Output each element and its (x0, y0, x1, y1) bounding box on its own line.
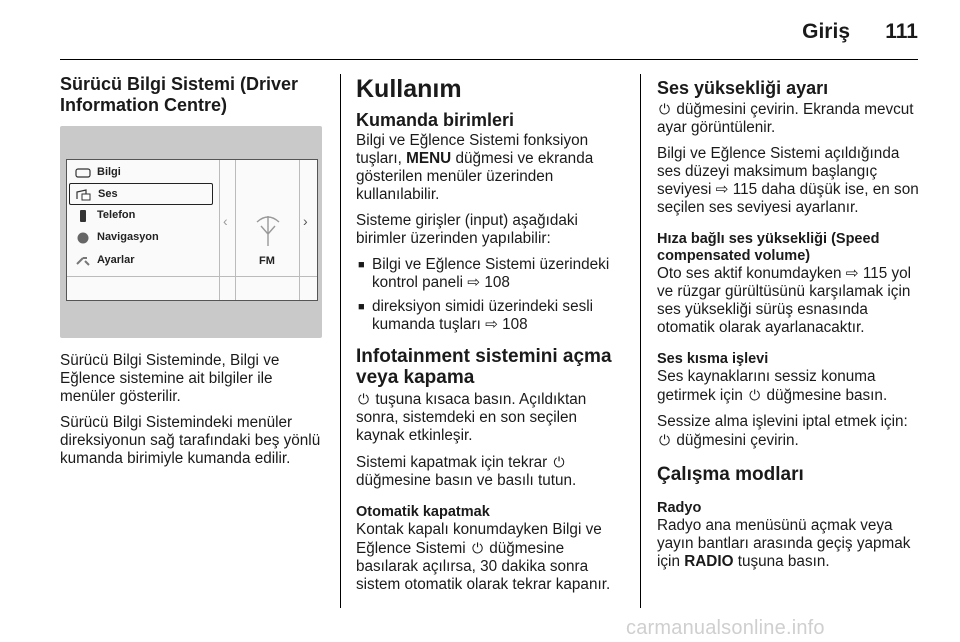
power-icon: ⏻ (659, 101, 671, 117)
globe-icon (75, 231, 91, 243)
speed-volume-heading: Hıza bağlı ses yüksekliği (Speed compensated volume) (657, 231, 880, 264)
dic-display-illustration (60, 126, 322, 338)
settings-icon (75, 254, 91, 266)
menu-item-ses: Ses (69, 183, 213, 205)
reference-arrow-icon: ⇨ (467, 274, 481, 291)
power-icon: ⏻ (553, 454, 565, 470)
column-2 (356, 74, 628, 602)
modes-heading: Çalışma modları (657, 464, 804, 485)
speed-volume-paragraph: Oto ses aktif konumdayken ⇨ 115 yol ve rüzgar gürültüsünü karşılamak için ses yüksekliği sürüş esnasında otomatik olarak ayarlanacaktır. (657, 265, 912, 336)
auto-off-heading: Otomatik kapatmak (356, 504, 490, 520)
column-divider-1 (340, 74, 341, 608)
power-icon: ⏻ (749, 387, 761, 403)
list-item: ■ direksiyon simidi üzerindeki sesli kumanda tuşları ⇨ 108 (358, 298, 594, 333)
audio-icon (76, 188, 92, 200)
auto-off-paragraph: Kontak kapalı konumdayken Bilgi ve Eğlence Sistemi ⏻ düğmesine basılarak açılırsa, 30 dakika sonra sistem otomatik olarak tekrar kapanır. (356, 521, 611, 593)
watermark: carmanualsonline.info (626, 617, 825, 639)
reference-arrow-icon: ⇨ (845, 265, 859, 282)
menu-item-navigasyon: Navigasyon (69, 227, 217, 247)
menu-item-bilgi: Bilgi (69, 162, 217, 182)
phone-icon (75, 209, 91, 221)
dic-paragraph-1: Sürücü Bilgi Sisteminde, Bilgi ve Eğlence sistemine ait bilgiler ile menüler gösterilir. (60, 352, 280, 405)
dic-heading: Sürücü Bilgi Sistemi (Driver Information Centre) (60, 74, 299, 115)
chevron-right-icon: › (303, 213, 308, 229)
mute-paragraph-1: Ses kaynaklarını sessiz konuma getirmek için ⏻ düğmesine basın. (657, 368, 888, 404)
radio-heading: Radyo (657, 500, 702, 516)
menu-item-ayarlar: Ayarlar (69, 250, 217, 270)
column-divider-2 (640, 74, 641, 608)
page-number: 111 (885, 20, 918, 43)
page-header-title: Giriş (802, 20, 850, 43)
controls-paragraph: Bilgi ve Eğlence Sistemi fonksiyon tuşları, MENU düğmesi ve ekranda gösterilen menüler üzerinden kullanılabilir. (356, 132, 594, 203)
input-paragraph: Sisteme girişler (input) aşağıdaki birimler üzerinden yapılabilir: (356, 212, 578, 247)
mute-paragraph-2: Sessize alma işlevini iptal etmek için: ⏻ düğmesini çevirin. (657, 413, 908, 449)
volume-heading: Ses yüksekliği ayarı (657, 78, 829, 98)
column-1 (60, 74, 325, 476)
chevron-left-icon: ‹ (223, 213, 228, 229)
power-icon: ⏻ (358, 391, 370, 407)
section-title: Kullanım (356, 75, 462, 103)
column-3 (657, 74, 923, 579)
dic-paragraph-2: Sürücü Bilgi Sistemindeki menüler direksiyonun sağ tarafındaki beş yönlü kumanda birimiyle kumanda edilir. (60, 414, 321, 467)
reference-arrow-icon: ⇨ (485, 316, 498, 333)
volume-paragraph-1: ⏻ düğmesini çevirin. Ekranda mevcut ayar görüntülenir. (657, 101, 914, 136)
list-item: ■ Bilgi ve Eğlence Sistemi üzerindeki kontrol paneli ⇨ 108 (358, 256, 610, 291)
power-icon: ⏻ (659, 432, 671, 448)
radio-paragraph: Radyo ana menüsünü açmak veya yayın bantları arasında geçiş yapmak için RADIO tuşuna basın. (657, 517, 911, 570)
controls-heading: Kumanda birimleri (356, 110, 515, 130)
menu-item-telefon: Telefon (69, 205, 217, 225)
reference-arrow-icon: ⇨ (715, 181, 729, 198)
header-divider (60, 59, 918, 60)
info-icon (75, 166, 91, 178)
power-paragraph-2: Sistemi kapatmak için tekrar ⏻ düğmesine basın ve basılı tutun. (356, 454, 577, 489)
mute-heading: Ses kısma işlevi (657, 351, 769, 367)
volume-paragraph-2: Bilgi ve Eğlence Sistemi açıldığında ses düzeyi maksimum başlangıç seviyesi ⇨ 115 daha düşük ise, en son seçilen ses seviyesi ayarlanır. (657, 145, 919, 216)
power-paragraph-1: ⏻ tuşuna kısaca basın. Açıldıktan sonra, sistemdeki en son seçilen kaynak etkinleşir. (356, 391, 587, 444)
band-label: FM (259, 255, 275, 267)
antenna-icon (253, 212, 283, 248)
dic-screen (66, 159, 318, 301)
power-icon: ⏻ (471, 540, 484, 556)
power-heading: Infotainment sistemini açma veya kapama (356, 346, 612, 388)
